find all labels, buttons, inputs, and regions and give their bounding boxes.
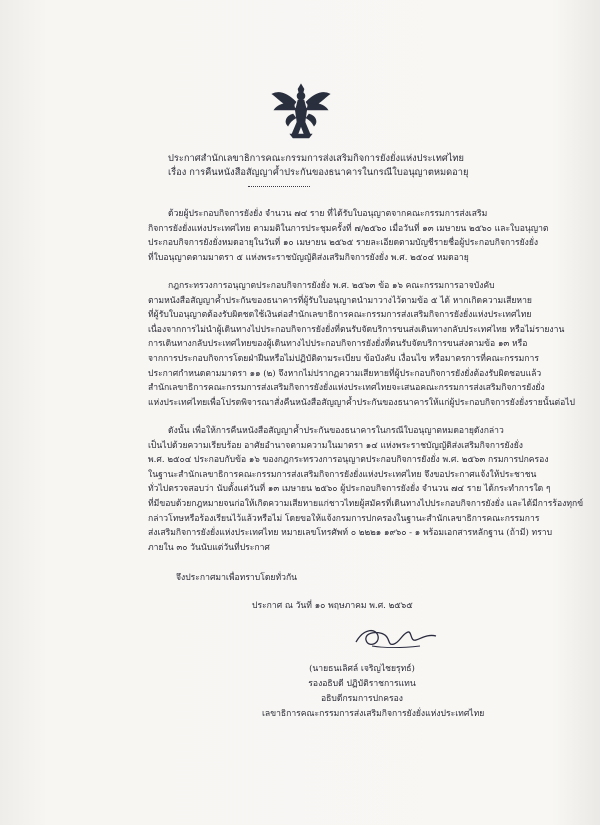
- closing-statement: จึงประกาศมาเพื่อทราบโดยทั่วกัน: [176, 573, 298, 583]
- text-line: ทั่วไปตรวจสอบว่า นับตั้งแต่วันที่ ๑๓ เมษายน ๒๕๖๐ ผู้ประกอบกิจการยังยั่ง จำนวน ๗๔ ราย ได้กระทำการใด ๆ: [148, 484, 551, 495]
- text-line: ภายใน ๓๐ วันนับแต่วันที่ประกาศ: [148, 542, 270, 553]
- text-line: กฎกระทรวงการอนุญาตประกอบกิจการยังยั่ง พ.ศ. ๒๕๖๓ ข้อ ๑๖ คณะกรรมการอาจบังคับ: [168, 281, 495, 291]
- text-line: พ.ศ. ๒๕๐๔ ประกอบกับข้อ ๑๖ ของกฎกระทรวงการอนุญาตประกอบกิจการยังยั่ง พ.ศ. ๒๕๖๓ กรมการปกครอง: [148, 455, 549, 466]
- announcement-heading: [168, 152, 498, 180]
- text-line: สำนักเลขาธิการคณะกรรมการส่งเสริมกิจการยังยั่งแห่งประเทศไทยจะเสนอคณะกรรมการส่งเสริมกิจการยังยั่ง: [148, 383, 545, 394]
- text-line: เป็นไปด้วยความเรียบร้อย อาศัยอำนาจตามความในมาตรา ๑๔ แห่งพระราชบัญญัติส่งเสริมกิจการยังยั่ง: [148, 440, 523, 451]
- signatory-name: (นายธนเลิศล์ เจริญไชยรุทธ์): [309, 664, 415, 674]
- text-line: กิจการยังยั่งแห่งประเทศไทย ตามมติในการประชุมครั้งที่ ๗/๒๕๖๐ เมื่อวันที่ ๑๓ เมษายน ๒๕๖๐ และใบอนุญาต: [148, 223, 549, 234]
- paragraph-1: [148, 207, 549, 265]
- signatory-title: เลขาธิการคณะกรรมการส่งเสริมกิจการยังยั่งแห่งประเทศไทย: [262, 709, 485, 719]
- signatory-title: อธิบดีกรมการปกครอง: [321, 694, 403, 704]
- text-line: เนื่องจากการไม่นำผู้เดินทางไปประกอบกิจการยังยั่งที่ตนรับจัดบริการขนส่งเดินทางกลับประเทศไทย หรือไม่รายงาน: [148, 324, 565, 335]
- text-line: ที่ผู้รับใบอนุญาตต้องรับผิดชดใช้เงินต่อสำนักเลขาธิการคณะกรรมการส่งเสริมกิจการยังยั่งแห่งประเทศไทย: [148, 310, 532, 321]
- paragraph-2: [148, 279, 576, 410]
- text-line: ด้วยผู้ประกอบกิจการยังยั่ง จำนวน ๗๔ ราย ที่ได้รับใบอนุญาตจากคณะกรรมการส่งเสริม: [168, 209, 488, 219]
- text-line: ส่งเสริมกิจการยังยั่งแห่งประเทศไทย หมายเลขโทรศัพท์ ๐ ๒๒๒๑ ๑๙๖๐ - ๑ พร้อมเอกสารหลักฐาน (ถ้ามี) ทราบ: [148, 528, 553, 539]
- text-line: ประกอบกิจการยังยั่งหมดอายุในวันที่ ๑๐ เมษายน ๒๕๖๕ รายละเอียดตามบัญชีรายชื่อผู้ประกอบกิจการยังยั่ง: [148, 238, 539, 249]
- signatory-title: รองอธิบดี ปฏิบัติราชการแทน: [308, 679, 416, 689]
- text-line: ดังนั้น เพื่อให้การคืนหนังสือสัญญาค้ำประกันของธนาคารในกรณีใบอนุญาตหมดอายุดังกล่าว: [168, 426, 504, 436]
- garuda-emblem-icon: [268, 80, 334, 142]
- text-line: ในฐานะสำนักเลขาธิการคณะกรรมการส่งเสริมกิจการยังยั่งแห่งประเทศไทย จึงขอประกาศแจ้งให้ประชาชน: [148, 469, 537, 480]
- announcement-subject: เรื่อง การคืนหนังสือสัญญาค้ำประกันของธนาคารในกรณีใบอนุญาตหมดอายุ: [168, 167, 469, 178]
- text-line: การเดินทางกลับประเทศไทยของผู้เดินทางไปประกอบกิจการยังยั่งที่ตนรับจัดบริการขนส่งตามข้อ ๑๓ หรือ: [148, 339, 528, 350]
- announcement-date: ประกาศ ณ วันที่ ๑๐ พฤษภาคม พ.ศ. ๒๕๖๕: [252, 601, 413, 611]
- text-line: จากการประกอบกิจการโดยฝ่าฝืนหรือไม่ปฏิบัติตามระเบียบ ข้อบังคับ เงื่อนไข หรือมาตรการที่คณะกรรมการ: [148, 353, 539, 364]
- announcement-title: ประกาศสำนักเลขาธิการคณะกรรมการส่งเสริมกิจการยังยั่งแห่งประเทศไทย: [168, 153, 464, 164]
- text-line: ตามหนังสือสัญญาค้ำประกันของธนาคารที่ผู้รับใบอนุญาตนำมาวางไว้ตามข้อ ๕ ได้ หากเกิดความเสียหาย: [148, 295, 532, 306]
- text-line: กล่าวโทษหรือร้องเรียนไว้แล้วหรือไม่ โดยขอให้แจ้งกรมการปกครองในฐานะสำนักเลขาธิการคณะกรรมการ: [148, 513, 540, 524]
- heading-separator: [248, 186, 310, 187]
- text-line: ที่มีขอบด้วยกฎหมายจนก่อให้เกิดความเสียหายแก่ชาวไทยผู้สมัครที่เดินทางไปประกอบกิจการยังยั่ง และได้มีการร้องทุกข์: [148, 498, 584, 509]
- handwritten-signature: [350, 622, 440, 652]
- signatory-block: [262, 662, 485, 722]
- text-line: ที่ใบอนุญาตตามมาตรา ๕ แห่งพระราชบัญญัติส่งเสริมกิจการยังยั่ง พ.ศ. ๒๕๐๔ หมดอายุ: [148, 252, 469, 263]
- text-line: แห่งประเทศไทยเพื่อโปรดพิจารณาสั่งคืนหนังสือสัญญาค้ำประกันของธนาคารให้แก่ผู้ประกอบกิจการยังยั่งรายนั้นต่อไป: [148, 397, 576, 408]
- text-line: ประกาศกำหนดตามมาตรา ๑๑ (๒) จึงหากไม่ปรากฏความเสียหายที่ผู้ประกอบกิจการยังยั่งต้องรับผิดชอบแล้ว: [148, 368, 542, 379]
- paragraph-3: [148, 424, 584, 555]
